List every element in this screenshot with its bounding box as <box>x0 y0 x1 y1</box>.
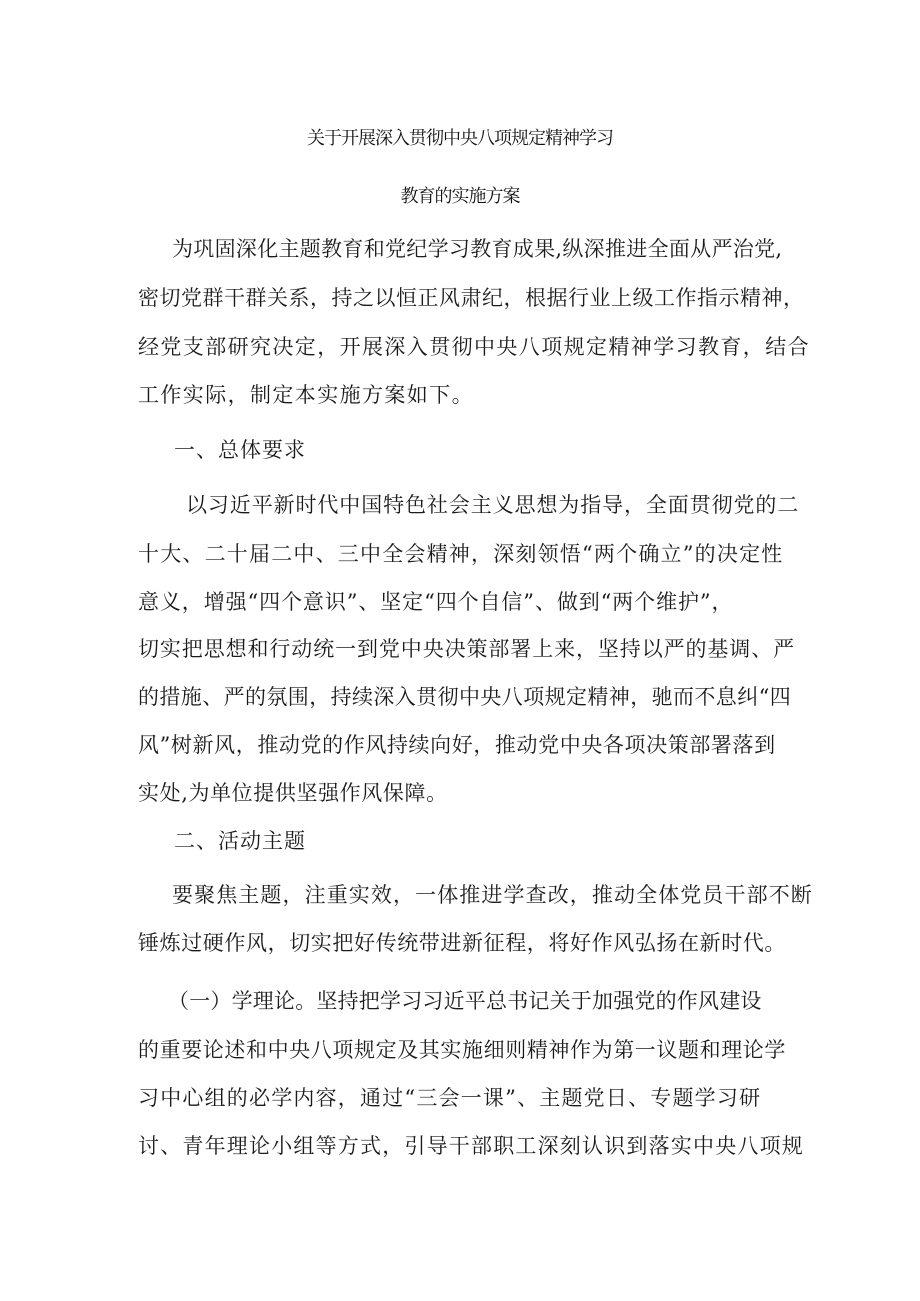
section1-line: 意义，增强“四个意识”、坚定“四个自信”、做到“两个维护”， <box>138 590 734 614</box>
section1-line: 十大、二十届二中、三中全会精神，深刻领悟“两个确立”的决定性 <box>138 542 784 566</box>
intro-line: 工作实际，制定本实施方案如下。 <box>138 383 474 407</box>
section3-line: 讨、青年理论小组等方式，引导干部职工深刻认识到落实中央八项规 <box>138 1134 804 1158</box>
section1-line: 的措施、严的氛围，持续深入贯彻中央八项规定精神，驰而不息纠“四 <box>138 685 792 709</box>
section3-line: （一）学理论。坚持把学习习近平总书记关于加强党的作风建设 <box>168 989 762 1013</box>
section-heading-activity-theme: 二、活动主题 <box>174 829 306 853</box>
section3-line: 习中心组的必学内容，通过“三会一课”、主题党日、专题学习研 <box>138 1086 762 1110</box>
intro-line: 密切党群干群关系，持之以恒正风肃纪，根据行业上级工作指示精神， <box>138 286 805 310</box>
section3-line: 的重要论述和中央八项规定及其实施细则精神作为第一议题和理论学 <box>138 1038 786 1062</box>
intro-line: 为巩固深化主题教育和党纪学习教育成果,纵深推进全面从严治党, <box>172 237 783 261</box>
section2-line: 要聚焦主题，注重实效，一体推进学查改，推动全体党员干部不断 <box>172 883 813 907</box>
section1-line: 风”树新风，推动党的作风持续向好，推动党中央各项决策部署落到 <box>138 733 776 757</box>
section1-line: 实处,为单位提供坚强作风保障。 <box>138 781 448 805</box>
document-title-line-2: 教育的实施方案 <box>400 186 520 207</box>
intro-line: 经党支部研究决定，开展深入贯彻中央八项规定精神学习教育，结合 <box>138 335 810 359</box>
section-heading-general-requirements: 一、总体要求 <box>174 438 306 462</box>
section1-line: 以习近平新时代中国特色社会主义思想为指导，全面贯彻党的二 <box>186 493 800 517</box>
document-title-line-1: 关于开展深入贯彻中央八项规定精神学习 <box>307 128 613 149</box>
section1-line: 切实把思想和行动统一到党中央决策部署上来，坚持以严的基调、严 <box>138 637 795 661</box>
section2-line: 锤炼过硬作风，切实把好传统带进新征程，将好作风弘扬在新时代。 <box>138 931 786 955</box>
